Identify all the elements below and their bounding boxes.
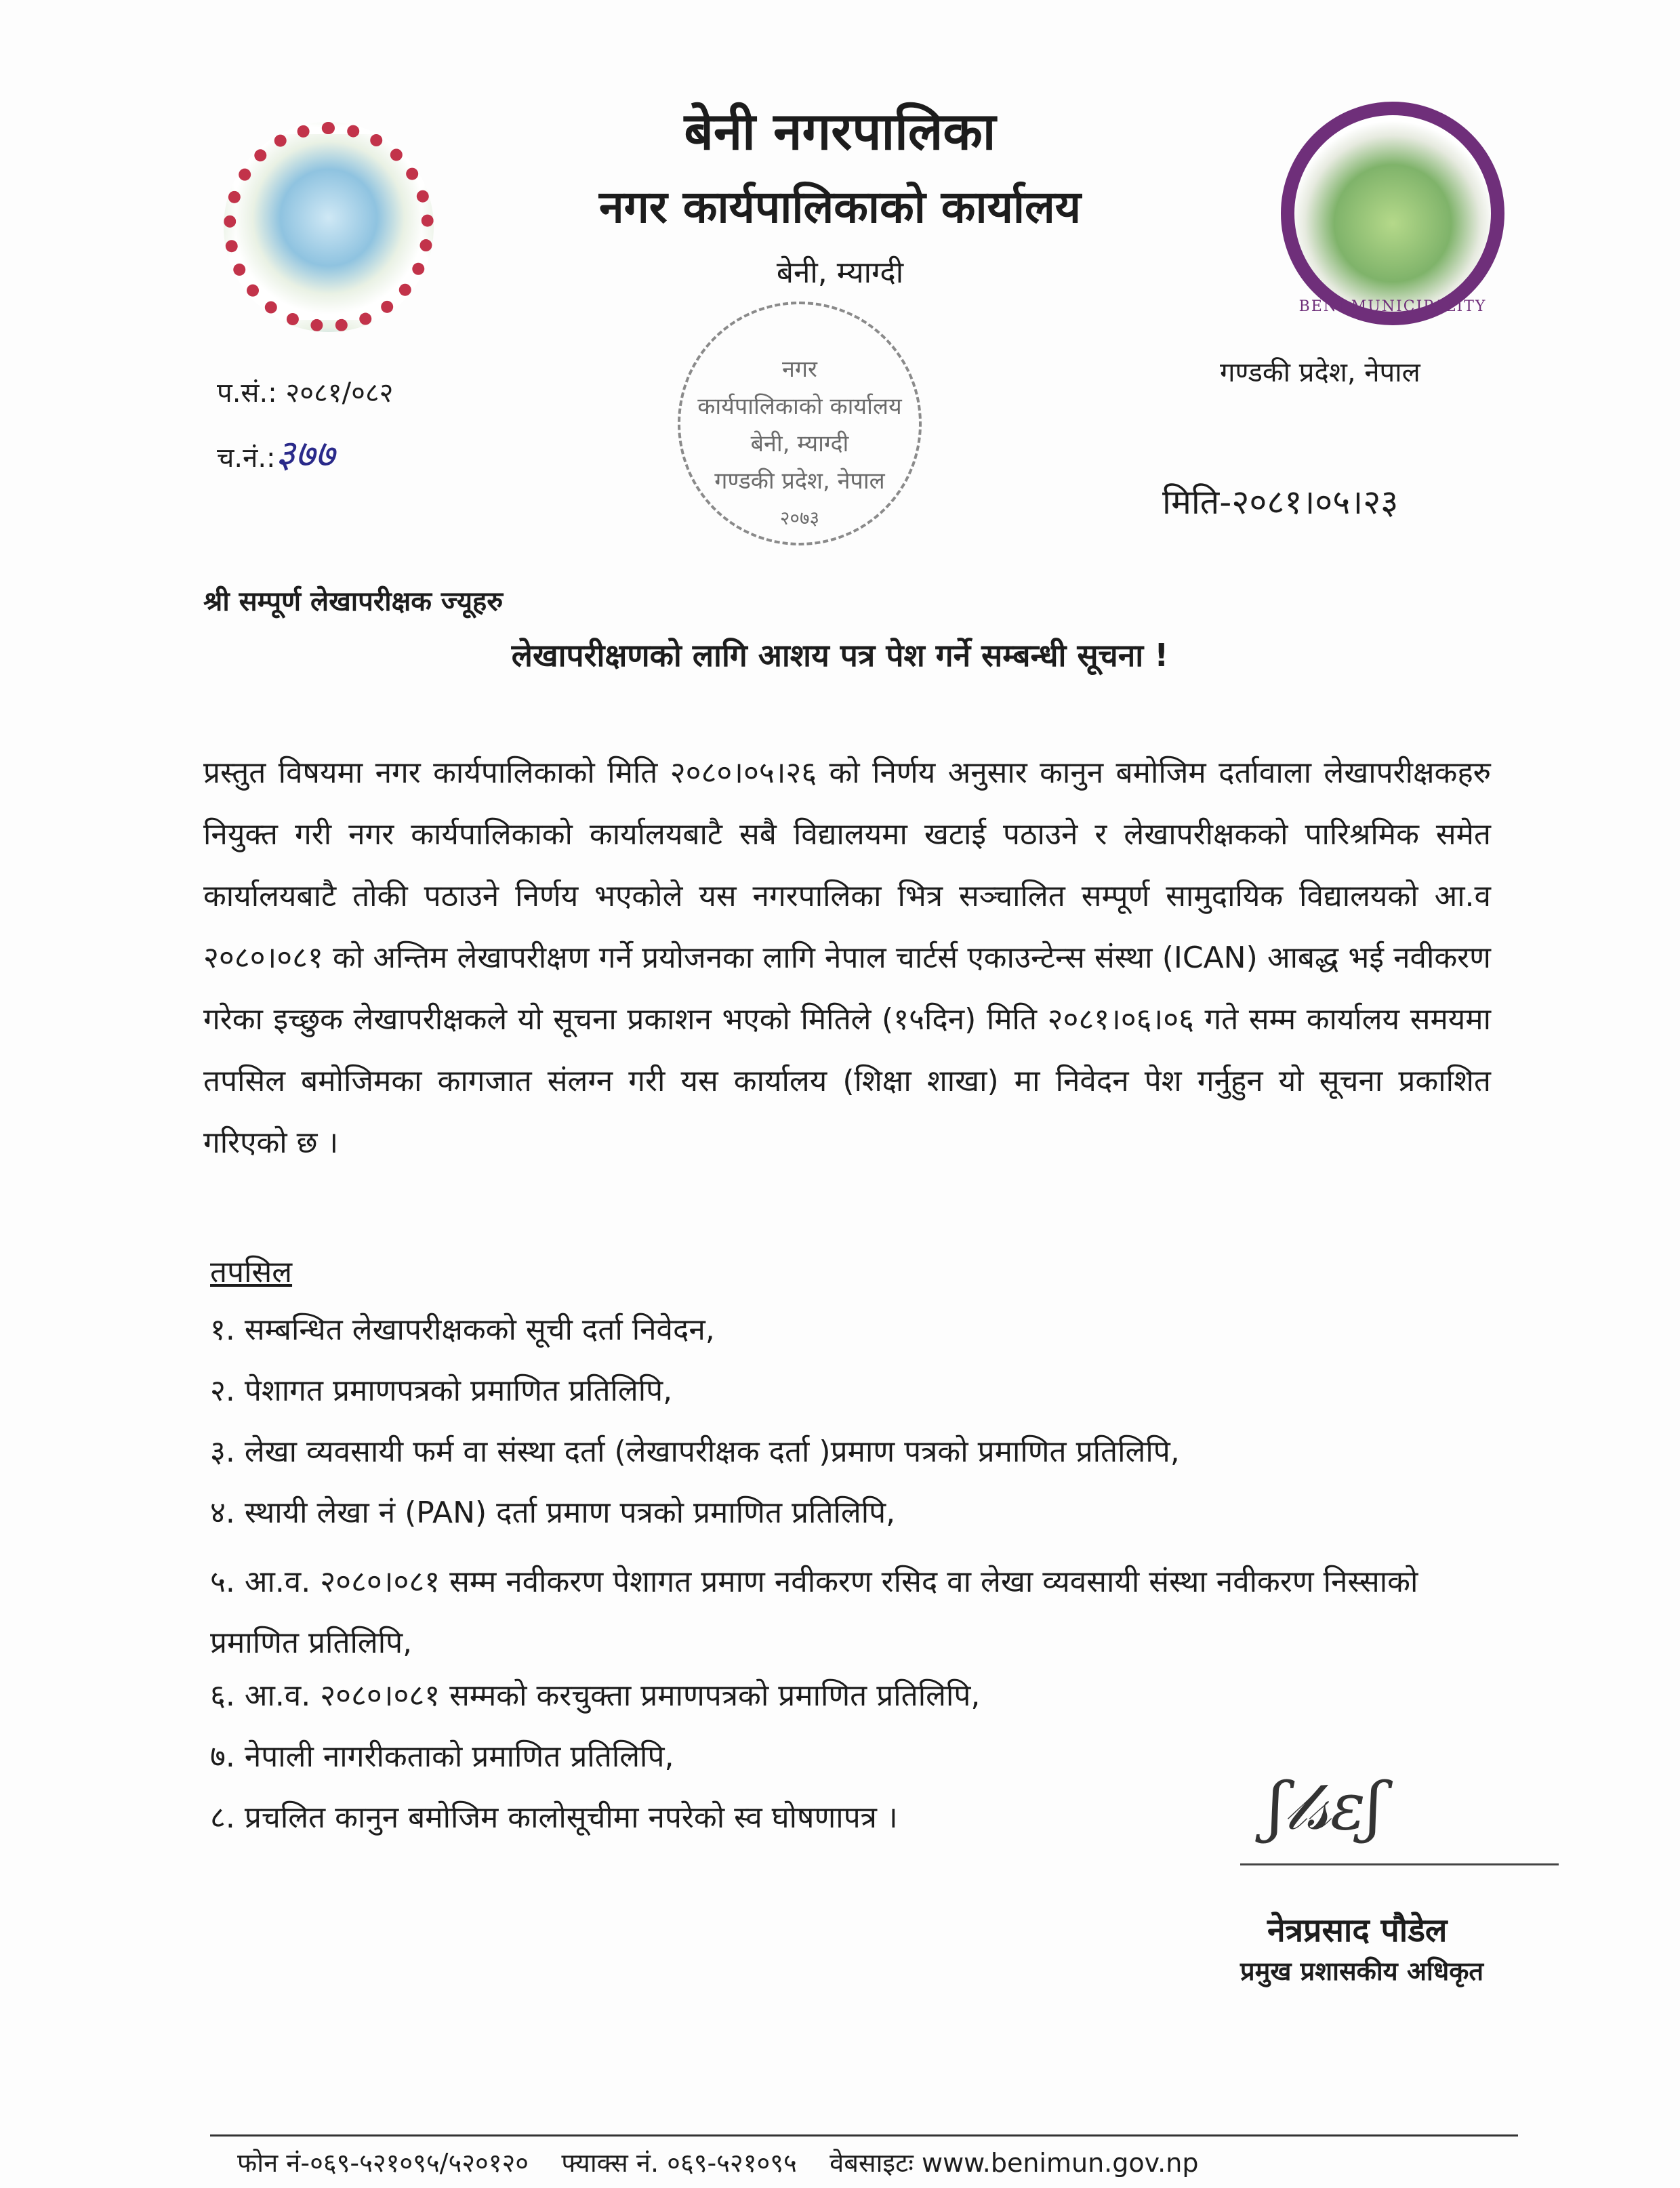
list-item: ७. नेपाली नागरीकताको प्रमाणित प्रतिलिपि,: [210, 1739, 674, 1774]
footer-divider: [210, 2134, 1518, 2137]
signatory-title: प्रमुख प्रशासकीय अधिकृत: [1240, 1956, 1484, 1986]
list-item: १. सम्बन्धित लेखापरीक्षकको सूची दर्ता निवेदन,: [210, 1313, 715, 1347]
letter-date: मिति-२०८१।०५।२३: [1162, 482, 1399, 522]
reference-cn: [217, 427, 335, 478]
footer-phone: फोन नं-०६९-५२१०९५/५२०१२०: [237, 2148, 529, 2178]
tapasil-heading: तपसिल: [210, 1255, 293, 1289]
list-item: ८. प्रचलित कानुन बमोजिम कालोसूचीमा नपरेको स्व घोषणापत्र ।: [210, 1800, 898, 1835]
signature-line: [1240, 1863, 1559, 1865]
list-item: ३. लेखा व्यवसायी फर्म वा संस्था दर्ता (लेखापरीक्षक दर्ता )प्रमाण पत्रको प्रमाणित प्रतिलिपि,: [210, 1434, 1180, 1469]
list-item: ५. आ.व. २०८०।०८१ सम्म नवीकरण पेशागत प्रमाण नवीकरण रसिद वा लेखा व्यवसायी संस्था नवीकरण निस्साको प्रमाणित प्रतिलिपि,: [210, 1565, 1418, 1660]
office-location: बेनी, म्याग्दी: [776, 255, 904, 290]
stamp-line: बेनी, म्याग्दी: [750, 430, 849, 457]
list-item: २. पेशागत प्रमाणपत्रको प्रमाणित प्रतिलिपि,: [210, 1374, 673, 1408]
office-title: बेनी नगरपालिका: [684, 101, 996, 161]
stamp-line: २०७३: [779, 507, 820, 529]
list-item: ४. स्थायी लेखा नं (PAN) दर्ता प्रमाण पत्रको प्रमाणित प्रतिलिपि,: [210, 1495, 896, 1530]
stamp-line: नगर: [782, 356, 817, 383]
ps-label: प.सं.:: [217, 377, 277, 409]
footer-contact: [237, 2145, 1198, 2180]
stamp-line: कार्यपालिकाको कार्यालय: [697, 393, 902, 420]
ps-value: २०८१/०८२: [285, 377, 394, 409]
footer-website-link[interactable]: www.benimun.gov.np: [922, 2148, 1199, 2178]
signatory-name: नेत्रप्रसाद पौडेल: [1267, 1912, 1448, 1949]
stamp-line: गण्डकी प्रदेश, नेपाल: [714, 468, 885, 495]
cn-label: च.नं.:: [217, 442, 276, 474]
province-address: गण्डकी प्रदेश, नेपाल: [1220, 357, 1420, 388]
footer-website-label: वेबसाइटः: [829, 2148, 914, 2178]
recipient: श्री सम्पूर्ण लेखापरीक्षक ज्यूहरु: [203, 586, 504, 617]
office-subtitle: नगर कार्यपालिकाको कार्यालय: [599, 181, 1081, 233]
list-item: ६. आ.व. २०८०।०८१ सम्मको करचुक्ता प्रमाणपत्रको प्रमाणित प्रतिलिपि,: [210, 1678, 981, 1713]
cn-value-handwritten: ३७७: [275, 432, 335, 476]
footer-fax: फ्याक्स नं. ०६९-५२१०९५: [561, 2148, 797, 2178]
beni-municipality-logo-text: BENI MUNICIPALITY: [1298, 298, 1487, 315]
subject-line: लेखापरीक्षणको लागि आशय पत्र पेश गर्ने सम्बन्धी सूचना !: [511, 637, 1169, 674]
reference-ps: [217, 373, 393, 410]
body-paragraph: प्रस्तुत विषयमा नगर कार्यपालिकाको मिति २०८०।०५।२६ को निर्णय अनुसार कानुन बमोजिम दर्तावाला लेखापरीक्षकहरु नियुक्त गरी नगर कार्यपालिकाको कार्यालयबाटै सबै विद्यालयमा खटाई पठाउने र लेखापरीक्षकको पारिश्रमिक समेत कार्यालयबाटै तोकी पठाउने निर्णय भएकोले यस नगरपालिका भित्र सञ्चालित सम्पूर्ण सामुदायिक विद्यालयको आ.व २०८०।०८१ को अन्तिम लेखापरीक्षण गर्ने प्रयोजनका लागि नेपाल चार्टर्स एकाउन्टेन्स संस्था (ICAN) आबद्ध भई नवीकरण गरेका इच्छुक लेखापरीक्षकले यो सूचना प्रकाशन भएको मितिले (१५दिन) मिति २०८१।०६।०६ गते सम्म कार्यालय समयमा तपसिल बमोजिमका कागजात संलग्न गरी यस कार्यालय (शिक्षा शाखा) मा निवेदन पेश गर्नुहुन यो सूचना प्रकाशित गरिएको छ ।: [203, 756, 1491, 1160]
handwritten-signature: ʃ𝓁𝓈ɛʃ: [1267, 1769, 1383, 1844]
